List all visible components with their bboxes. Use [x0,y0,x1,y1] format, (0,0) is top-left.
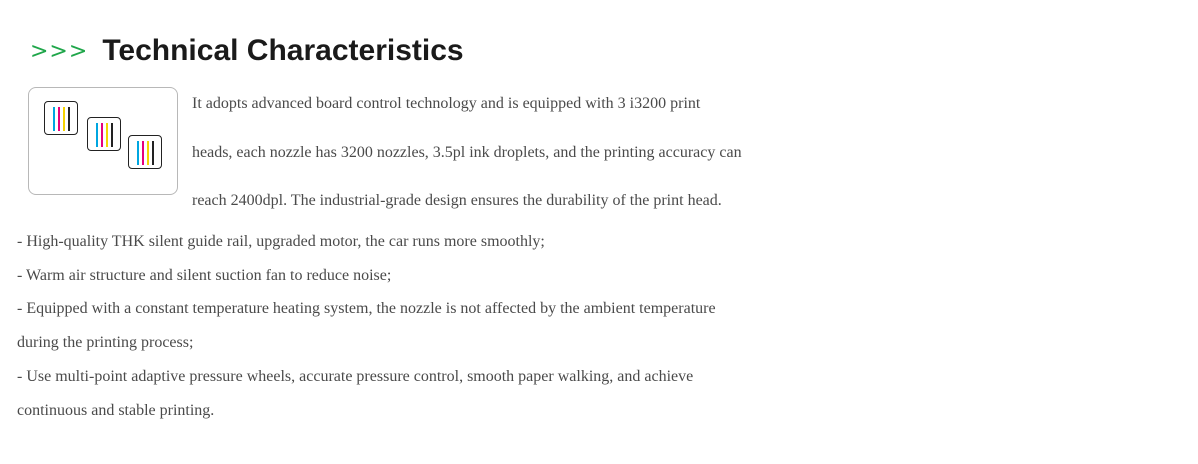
printhead-illustration [28,87,178,195]
printhead-icon [87,117,121,151]
page-title: Technical Characteristics [102,34,464,67]
printhead-icon [128,135,162,169]
intro-paragraph [192,80,782,226]
feature-line: - Warm air structure and silent suction fan to reduce noise; [17,266,392,284]
intro-line: reach 2400dpl. The industrial-grade design ensures the durability of the print head. [192,192,722,209]
feature-line: continuous and stable printing. [17,401,215,419]
intro-line: It adopts advanced board control technology and is equipped with 3 i3200 print [192,95,701,112]
feature-list [17,225,777,427]
printhead-icon [44,101,78,135]
feature-line: - Use multi-point adaptive pressure wheels, accurate pressure control, smooth paper walking, and achieve [17,367,694,385]
intro-line: heads, each nozzle has 3200 nozzles, 3.5pl ink droplets, and the printing accuracy can [192,143,742,161]
feature-line: during the printing process; [17,334,194,352]
feature-line: - Equipped with a constant temperature heating system, the nozzle is not affected by the ambient temperature [17,300,716,318]
feature-line: - High-quality THK silent guide rail, upgraded motor, the car runs more smoothly; [17,233,545,250]
heading-arrows: >>> [30,38,89,64]
section-heading [30,30,464,72]
